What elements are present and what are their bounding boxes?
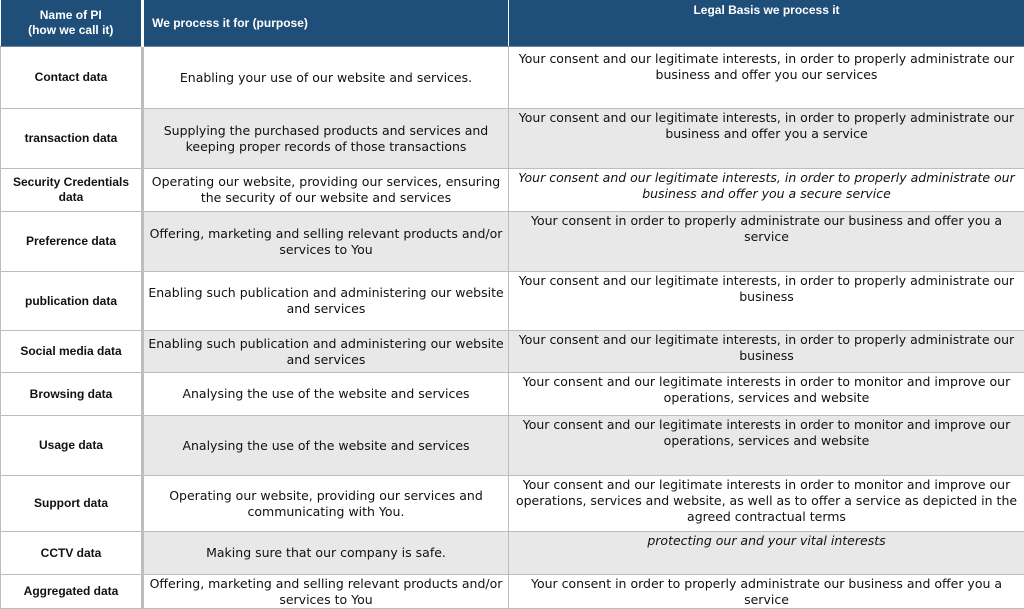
row-name: Preference data: [1, 212, 143, 272]
table-row: [1, 212, 1024, 272]
row-name: publication data: [1, 272, 143, 331]
table-row: [1, 272, 1024, 331]
row-name: transaction data: [1, 109, 143, 169]
row-purpose: Enabling your use of our website and services.: [143, 47, 509, 109]
row-legal-basis: Your consent and our legitimate interests, in order to properly administrate our business: [509, 272, 1024, 331]
header-name-line1: Name of PI: [40, 8, 102, 22]
row-purpose: Operating our website, providing our services and communicating with You.: [143, 476, 509, 532]
row-legal-basis: Your consent and our legitimate interests in order to monitor and improve our operations, services and website: [509, 416, 1024, 476]
table-row: [1, 373, 1024, 416]
row-legal-basis: Your consent in order to properly administrate our business and offer you a service: [509, 575, 1024, 609]
row-name: Security Credentials data: [1, 169, 143, 212]
row-purpose: Enabling such publication and administering our website and services: [143, 331, 509, 373]
row-legal-basis: Your consent and our legitimate interests in order to monitor and improve our operations, services and website: [509, 373, 1024, 416]
row-purpose: Offering, marketing and selling relevant products and/or services to You: [143, 212, 509, 272]
header-legal-basis-label: Legal Basis we process it: [693, 3, 839, 17]
row-legal-basis: Your consent and our legitimate interests, in order to properly administrate our business and offer you a secure service: [509, 169, 1024, 212]
row-purpose: Offering, marketing and selling relevant products and/or services to You: [143, 575, 509, 609]
table-row: [1, 47, 1024, 109]
table-row: [1, 331, 1024, 373]
row-legal-basis: protecting our and your vital interests: [509, 532, 1024, 575]
row-purpose: Making sure that our company is safe.: [143, 532, 509, 575]
table-row: [1, 575, 1024, 609]
row-name: Social media data: [1, 331, 143, 373]
row-purpose: Analysing the use of the website and services: [143, 373, 509, 416]
row-name: Usage data: [1, 416, 143, 476]
row-legal-basis: Your consent and our legitimate interests, in order to properly administrate our business and offer you our services: [509, 47, 1024, 109]
header-name-of-pi: [1, 0, 143, 47]
header-legal-basis: [509, 0, 1024, 47]
row-name: Support data: [1, 476, 143, 532]
table-row: [1, 416, 1024, 476]
row-name: Browsing data: [1, 373, 143, 416]
table-row: [1, 109, 1024, 169]
table-row: [1, 476, 1024, 532]
row-name: Aggregated data: [1, 575, 143, 609]
table-row: [1, 169, 1024, 212]
row-purpose: Enabling such publication and administering our website and services: [143, 272, 509, 331]
row-legal-basis: Your consent in order to properly administrate our business and offer you a service: [509, 212, 1024, 272]
table-row: [1, 532, 1024, 575]
row-legal-basis: Your consent and our legitimate interests, in order to properly administrate our business: [509, 331, 1024, 373]
row-purpose: Analysing the use of the website and services: [143, 416, 509, 476]
row-name: CCTV data: [1, 532, 143, 575]
row-legal-basis: Your consent and our legitimate interests, in order to properly administrate our business and offer you a service: [509, 109, 1024, 169]
header-purpose-label: We process it for (purpose): [152, 16, 308, 30]
row-legal-basis: Your consent and our legitimate interests in order to monitor and improve our operations, services and website, as well as to offer a service as depicted in the agreed contractual terms: [509, 476, 1024, 532]
header-name-line2: (how we call it): [28, 23, 113, 37]
header-purpose: [143, 0, 509, 47]
row-purpose: Operating our website, providing our services, ensuring the security of our website and services: [143, 169, 509, 212]
row-purpose: Supplying the purchased products and services and keeping proper records of those transactions: [143, 109, 509, 169]
row-name: Contact data: [1, 47, 143, 109]
table-header-row: [1, 0, 1024, 47]
